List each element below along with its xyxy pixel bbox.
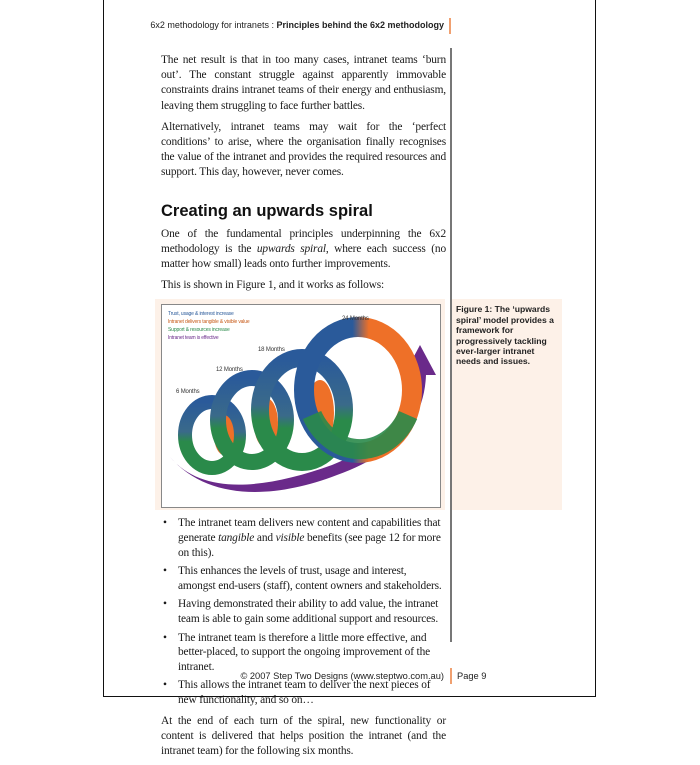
list-item: • Having demonstrated their ability to add value, the intranet team is able to gain some additional support and resources. (161, 597, 446, 626)
ring-text-value: Intranet delivers tangible & visible value (168, 319, 250, 326)
list-item: • This allows the intranet team to deliver the next pieces of new functionality, and so on… (161, 678, 446, 707)
b1-b: benefits (see page 12 for more on this). (178, 532, 441, 559)
running-header (150, 20, 444, 30)
p3-emphasis: upwards spiral (256, 242, 326, 255)
p3-b: , where each success (no matter how small) leads onto further improvements. (161, 242, 446, 271)
b1-em1: tangible (218, 532, 255, 545)
header-separator: : (268, 20, 277, 30)
b1-a: The intranet team delivers new content and capabilities that generate (178, 517, 441, 545)
paragraph-perfect-conditions: Alternatively, intranet teams may wait for the ‘perfect conditions’ to arise, where the organisation finally recognises the value of the intranet and provides the required resources and support. This day, however, never comes. (161, 120, 446, 179)
list-item: • This enhances the levels of trust, usage and interest, amongst end-users (staff), content owners and stakeholders. (161, 564, 446, 593)
p3-a: One of the fundamental principles underpinning the 6x2 methodology is the (161, 227, 446, 255)
ring-text-effective: Intranet team is effective (168, 335, 219, 342)
section-heading: Creating an upwards spiral (161, 201, 373, 220)
label-24-months: 24 Months (342, 316, 369, 323)
ring-text-support: Support & resources increase (168, 327, 230, 334)
footer-accent-bar (450, 668, 452, 684)
label-6-months: 6 Months (176, 389, 200, 396)
paragraph-figure-intro: This is shown in Figure 1, and it works as follows: (161, 279, 385, 292)
list-item: • The intranet team is therefore a little more effective, and better-placed, to support the ongoing improvement of the intranet. (161, 631, 446, 675)
b1-mid: and (254, 532, 276, 545)
paragraph-principles (161, 227, 446, 273)
header-accent-bar (449, 18, 451, 34)
paragraph-burn-out: The net result is that in too many cases, intranet teams ‘burn out’. The constant struggle against apparently immovable constraints drains intranet teams of their energy and enthusiasm, leaving them struggling to face further battles. (161, 54, 446, 112)
figure-container (155, 299, 554, 510)
footer-copyright: © 2007 Step Two Designs (www.steptwo.com.au) (240, 671, 444, 681)
label-12-months: 12 Months (216, 367, 243, 374)
label-18-months: 18 Months (258, 347, 285, 354)
header-section: Principles behind the 6x2 methodology (276, 20, 444, 30)
page-number: Page 9 (457, 671, 487, 681)
figure-caption: Figure 1: The ‘upwards spiral’ model provides a framework for progressively tackling ever-larger intranet needs and issues. (452, 299, 562, 510)
list-item (161, 516, 446, 560)
b1-em2: visible (275, 532, 305, 545)
header-doc-title: 6x2 methodology for intranets (150, 20, 269, 30)
paragraph-conclusion: At the end of each turn of the spiral, new functionality or content is delivered that helps position the intranet (and the intranet team) for the following six months. (161, 714, 446, 757)
figure-spiral (161, 304, 441, 508)
ring-text-trust: Trust, usage & interest increase (168, 311, 234, 318)
upwards-spiral-diagram (162, 305, 440, 507)
